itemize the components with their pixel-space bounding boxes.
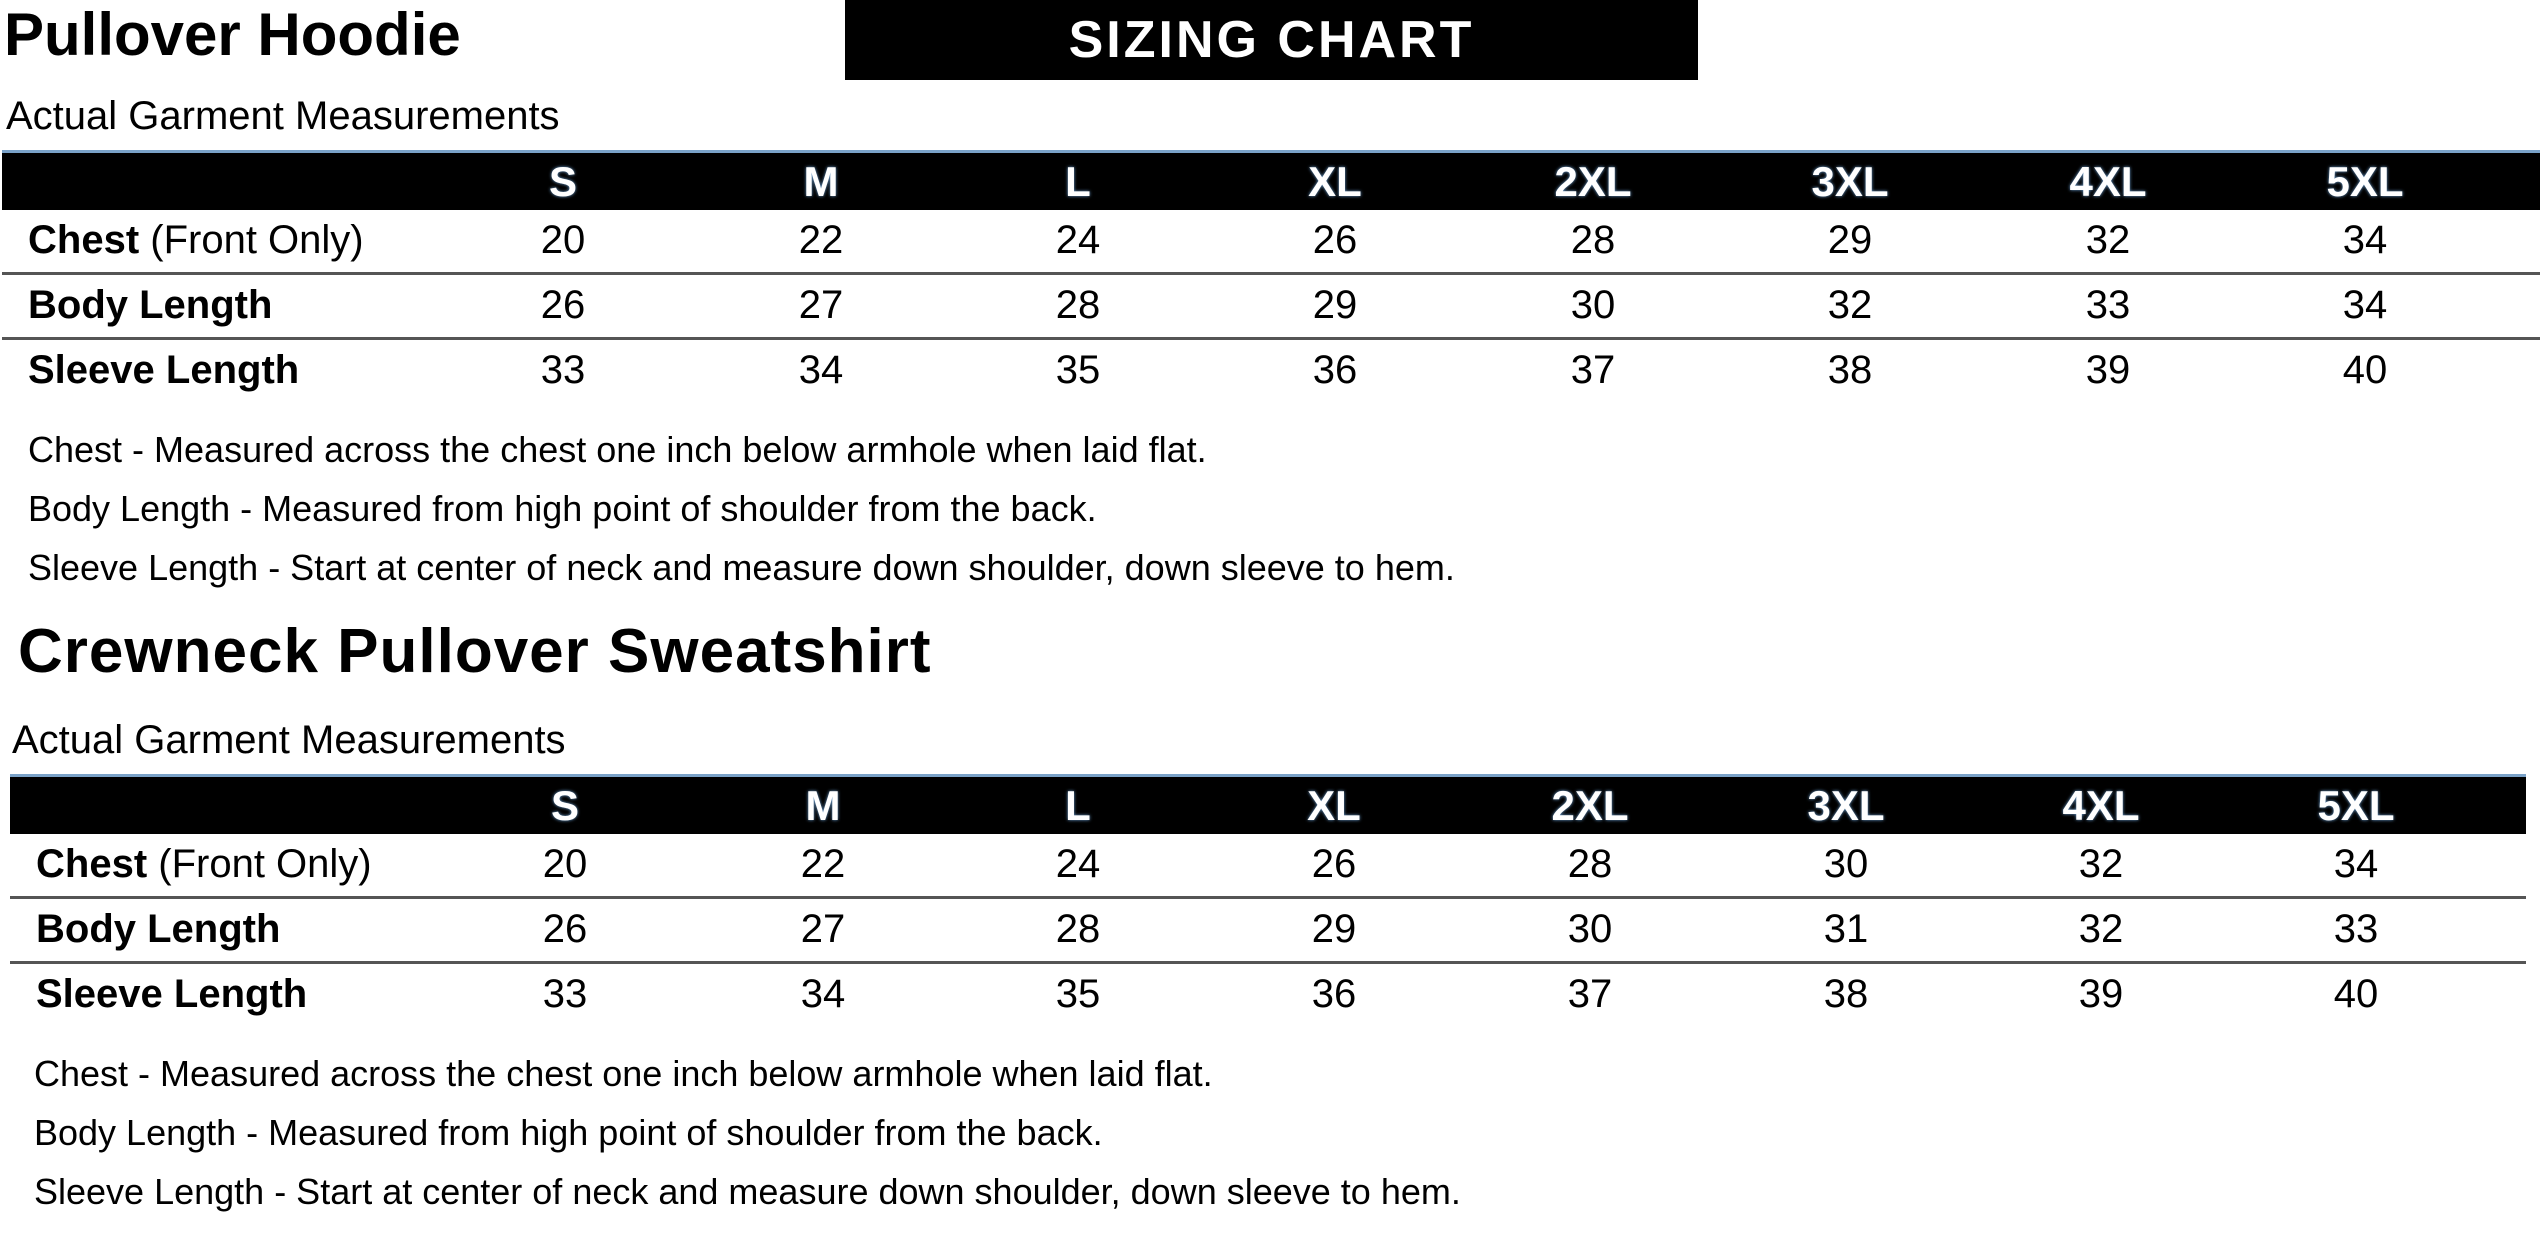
value-cell: 34 bbox=[800, 972, 846, 1016]
size-header-m: M bbox=[805, 782, 841, 829]
crewneck-row-body-length bbox=[10, 899, 2526, 964]
value-cell: 28 bbox=[1055, 283, 1101, 327]
value-cell: 40 bbox=[2342, 348, 2388, 392]
value-cell: 22 bbox=[800, 842, 846, 886]
sizing-chart-banner: SIZING CHART bbox=[845, 0, 1698, 80]
size-header-s: S bbox=[550, 782, 579, 829]
note-chest: Chest - Measured across the chest one inch below armhole when laid flat. bbox=[34, 1053, 1213, 1094]
crewneck-size-header-row bbox=[10, 774, 2526, 834]
size-header-5xl: 5XL bbox=[2317, 782, 2395, 829]
note-body-length: Body Length - Measured from high point of shoulder from the back. bbox=[34, 1112, 1103, 1153]
size-header-m: M bbox=[803, 158, 839, 205]
size-header-3xl: 3XL bbox=[1807, 782, 1885, 829]
note-chest: Chest - Measured across the chest one inch below armhole when laid flat. bbox=[28, 429, 1207, 470]
row-label: Chest (Front Only) bbox=[36, 842, 372, 886]
size-header-l: L bbox=[1065, 782, 1091, 829]
value-cell: 26 bbox=[1312, 218, 1358, 262]
size-header-4xl: 4XL bbox=[2069, 158, 2147, 205]
crewneck-row-chest bbox=[10, 834, 2526, 899]
value-cell: 32 bbox=[2078, 842, 2124, 886]
crewneck-subtitle: Actual Garment Measurements bbox=[12, 718, 566, 762]
value-cell: 28 bbox=[1567, 842, 1613, 886]
value-cell: 34 bbox=[2333, 842, 2379, 886]
value-cell: 26 bbox=[540, 283, 586, 327]
value-cell: 33 bbox=[542, 972, 588, 1016]
value-cell: 20 bbox=[542, 842, 588, 886]
value-cell: 40 bbox=[2333, 972, 2379, 1016]
value-cell: 24 bbox=[1055, 218, 1101, 262]
size-header-4xl: 4XL bbox=[2062, 782, 2140, 829]
value-cell: 34 bbox=[2342, 283, 2388, 327]
value-cell: 22 bbox=[798, 218, 844, 262]
row-label: Body Length bbox=[28, 283, 273, 327]
value-cell: 30 bbox=[1567, 907, 1613, 951]
hoodie-title: Pullover Hoodie bbox=[4, 1, 461, 68]
note-body-length: Body Length - Measured from high point of shoulder from the back. bbox=[28, 488, 1097, 529]
value-cell: 38 bbox=[1827, 348, 1873, 392]
row-label: Sleeve Length bbox=[36, 972, 308, 1016]
size-header-xl: XL bbox=[1308, 158, 1362, 205]
crewneck-size-table bbox=[10, 774, 2526, 1026]
row-label: Sleeve Length bbox=[28, 348, 300, 392]
note-sleeve-length: Sleeve Length - Start at center of neck and measure down shoulder, down sleeve to hem. bbox=[34, 1171, 1461, 1212]
value-cell: 35 bbox=[1055, 972, 1101, 1016]
value-cell: 33 bbox=[540, 348, 586, 392]
value-cell: 39 bbox=[2085, 348, 2131, 392]
hoodie-row-body-length bbox=[2, 275, 2540, 340]
value-cell: 28 bbox=[1055, 907, 1101, 951]
crewneck-title: Crewneck Pullover Sweatshirt bbox=[18, 617, 932, 686]
value-cell: 26 bbox=[1311, 842, 1357, 886]
hoodie-size-table bbox=[2, 150, 2540, 402]
value-cell: 29 bbox=[1827, 218, 1873, 262]
size-header-5xl: 5XL bbox=[2326, 158, 2404, 205]
value-cell: 26 bbox=[542, 907, 588, 951]
row-label: Chest (Front Only) bbox=[28, 218, 364, 262]
crewneck-measurement-notes bbox=[34, 1044, 1461, 1221]
size-header-s: S bbox=[548, 158, 577, 205]
value-cell: 27 bbox=[800, 907, 846, 951]
value-cell: 24 bbox=[1055, 842, 1101, 886]
size-header-l: L bbox=[1065, 158, 1091, 205]
hoodie-row-chest bbox=[2, 210, 2540, 275]
value-cell: 34 bbox=[798, 348, 844, 392]
value-cell: 28 bbox=[1570, 218, 1616, 262]
value-cell: 32 bbox=[1827, 283, 1873, 327]
crewneck-row-sleeve-length bbox=[10, 964, 2526, 1026]
value-cell: 36 bbox=[1311, 972, 1357, 1016]
value-cell: 39 bbox=[2078, 972, 2124, 1016]
value-cell: 37 bbox=[1567, 972, 1613, 1016]
value-cell: 34 bbox=[2342, 218, 2388, 262]
hoodie-size-header-row bbox=[2, 150, 2540, 210]
size-header-xl: XL bbox=[1307, 782, 1361, 829]
value-cell: 36 bbox=[1312, 348, 1358, 392]
size-header-2xl: 2XL bbox=[1554, 158, 1632, 205]
row-label: Body Length bbox=[36, 907, 281, 951]
hoodie-row-sleeve-length bbox=[2, 340, 2540, 402]
hoodie-subtitle: Actual Garment Measurements bbox=[6, 94, 560, 138]
value-cell: 33 bbox=[2085, 283, 2131, 327]
size-header-2xl: 2XL bbox=[1551, 782, 1629, 829]
value-cell: 32 bbox=[2078, 907, 2124, 951]
value-cell: 29 bbox=[1312, 283, 1358, 327]
note-sleeve-length: Sleeve Length - Start at center of neck and measure down shoulder, down sleeve to hem. bbox=[28, 547, 1455, 588]
hoodie-measurement-notes bbox=[28, 420, 1455, 597]
value-cell: 33 bbox=[2333, 907, 2379, 951]
value-cell: 30 bbox=[1570, 283, 1616, 327]
value-cell: 30 bbox=[1823, 842, 1869, 886]
value-cell: 37 bbox=[1570, 348, 1616, 392]
value-cell: 31 bbox=[1823, 907, 1869, 951]
value-cell: 35 bbox=[1055, 348, 1101, 392]
value-cell: 27 bbox=[798, 283, 844, 327]
size-header-3xl: 3XL bbox=[1811, 158, 1889, 205]
value-cell: 29 bbox=[1311, 907, 1357, 951]
value-cell: 20 bbox=[540, 218, 586, 262]
value-cell: 32 bbox=[2085, 218, 2131, 262]
value-cell: 38 bbox=[1823, 972, 1869, 1016]
